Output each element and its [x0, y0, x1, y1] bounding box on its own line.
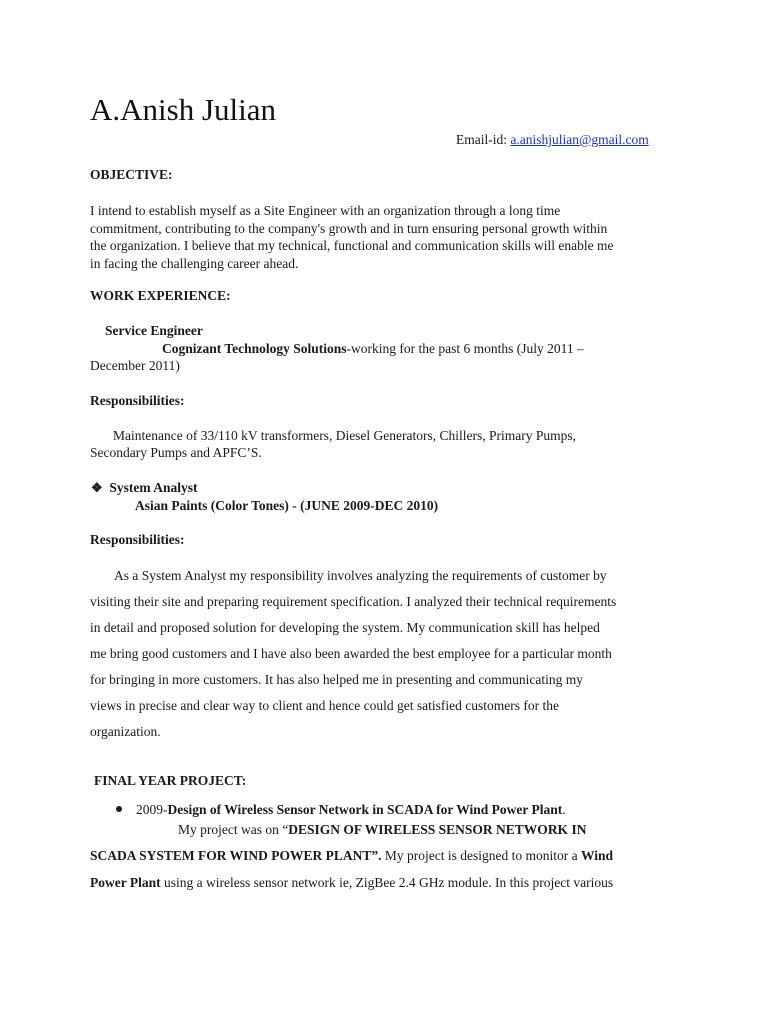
responsibilities-heading-2: Responsibilities:	[90, 532, 185, 547]
job2-title: System Analyst	[109, 480, 198, 495]
project-desc-title-1: DESIGN OF WIRELESS SENSOR NETWORK IN	[288, 822, 587, 837]
job2-resp-line: me bring good customers and I have also been awarded the best employee for a particular month	[90, 646, 612, 661]
work-experience-heading: WORK EXPERIENCE:	[90, 288, 231, 303]
job1-period: -working for the past 6 months (July 2011 –	[346, 341, 584, 356]
objective-line: the organization. I believe that my technical, functional and communication skills will enable me	[90, 238, 614, 253]
diamond-bullet-icon: ❖	[91, 480, 103, 495]
project-desc-prefix: My project was on “	[178, 822, 289, 837]
objective-text	[90, 202, 675, 272]
job1-resp-line: Maintenance of 33/110 kV transformers, Diesel Generators, Chillers, Primary Pumps,	[113, 428, 577, 443]
objective-heading: OBJECTIVE:	[90, 167, 173, 182]
job1-resp-line: Secondary Pumps and APFC’S.	[90, 445, 262, 460]
objective-line: I intend to establish myself as a Site Engineer with an organization through a long time	[90, 203, 561, 218]
job2-resp-line: As a System Analyst my responsibility involves analyzing the requirements of customer by	[114, 568, 607, 583]
final-year-project-heading: FINAL YEAR PROJECT:	[94, 773, 247, 788]
job2-company: Asian Paints (Color Tones) - (JUNE 2009-DEC 2010)	[135, 498, 439, 513]
bullet-dot-icon	[116, 806, 122, 812]
responsibilities-heading-1: Responsibilities:	[90, 393, 185, 408]
email-line	[456, 132, 649, 148]
job1-company: Cognizant Technology Solutions	[162, 341, 347, 356]
job2-resp-line: for bringing in more customers. It has also helped me in presenting and communicating my	[90, 672, 584, 687]
project-desc-tail: using a wireless sensor network ie, ZigBee 2.4 GHz module. In this project various	[160, 875, 614, 890]
candidate-name: A.Anish Julian	[90, 92, 276, 127]
job1-period-cont: December 2011)	[90, 358, 180, 373]
job2-resp-line: views in precise and clear way to client and hence could get satisfied customers for the	[90, 698, 559, 713]
project-desc-line2	[90, 848, 613, 864]
project-desc-bold-power-plant: Power Plant	[90, 875, 161, 890]
project-desc-line3	[90, 875, 613, 891]
project-title: Design of Wireless Sensor Network in SCADA for Wind Power Plant	[167, 802, 563, 817]
project-desc-line1	[178, 822, 586, 838]
project-desc-title-2: SCADA SYSTEM FOR WIND POWER PLANT	[90, 848, 372, 863]
project-desc-mid: My project is designed to monitor a	[384, 848, 582, 863]
job2-resp-line: in detail and proposed solution for developing the system. My communication skill has helped	[90, 620, 600, 635]
job2-resp-line: visiting their site and preparing requirement specification. I analyzed their technical requirements	[90, 594, 617, 609]
project-desc-bold-wind: Wind	[581, 848, 614, 863]
project-list-item	[116, 802, 566, 818]
objective-line: commitment, contributing to the company's growth and in turn ensuring personal growth within	[90, 220, 608, 236]
job2-title-line	[91, 480, 198, 496]
job1-company-line	[162, 341, 584, 357]
job1-title: Service Engineer	[105, 323, 203, 338]
project-title-end: .	[562, 802, 566, 817]
job2-resp-line: organization.	[90, 724, 161, 739]
project-desc-quote-close: ”.	[371, 848, 385, 863]
objective-line: in facing the challenging career ahead.	[90, 255, 299, 271]
email-link[interactable]: a.anishjulian@gmail.com	[510, 132, 649, 147]
job2-resp-text	[90, 563, 675, 745]
email-label: Email-id:	[456, 132, 511, 147]
project-year: 2009-	[136, 802, 168, 817]
